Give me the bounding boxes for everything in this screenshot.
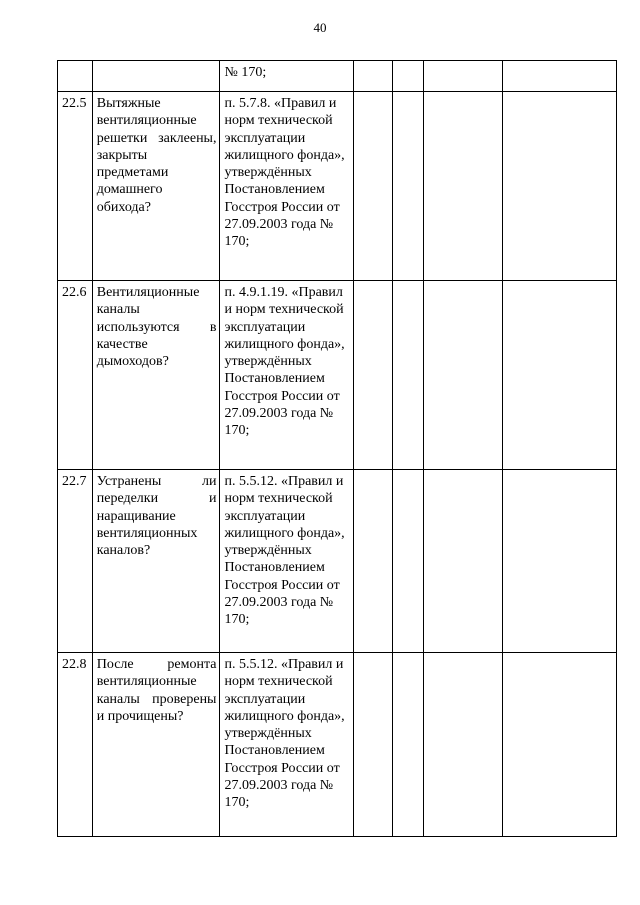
not-applicable-cell[interactable] [423, 653, 502, 837]
notes-cell[interactable] [502, 61, 617, 92]
answer-yes-cell[interactable] [354, 92, 393, 281]
question-cell: После ремонта вентиляционные каналы проверены и прочищены? [92, 653, 220, 837]
answer-no-cell[interactable] [393, 281, 424, 470]
notes-cell[interactable] [502, 281, 617, 470]
notes-cell[interactable] [502, 92, 617, 281]
question-cell: Вентиляционные каналы используются в качестве дымоходов? [92, 281, 220, 470]
question-cell: Вытяжные вентиляционные решетки заклеены, закрыты предметами домашнего обихода? [92, 92, 220, 281]
question-cell: Устранены ли переделки и наращивание вентиляционных каналов? [92, 470, 220, 653]
answer-yes-cell[interactable] [354, 281, 393, 470]
not-applicable-cell[interactable] [423, 92, 502, 281]
answer-yes-cell[interactable] [354, 470, 393, 653]
notes-cell[interactable] [502, 653, 617, 837]
table-row [58, 92, 617, 281]
legal-reference-cell: п. 5.7.8. «Правил и норм технической эксплуатации жилищного фонда», утверждённых Постановлением Госстроя России от 27.09.2003 года № 170; [220, 92, 354, 281]
not-applicable-cell[interactable] [423, 281, 502, 470]
legal-reference-cell: № 170; [220, 61, 354, 92]
answer-no-cell[interactable] [393, 61, 424, 92]
notes-cell[interactable] [502, 470, 617, 653]
answer-no-cell[interactable] [393, 653, 424, 837]
not-applicable-cell[interactable] [423, 61, 502, 92]
item-number-cell: 22.7 [58, 470, 93, 653]
answer-yes-cell[interactable] [354, 61, 393, 92]
table-row [58, 61, 617, 92]
not-applicable-cell[interactable] [423, 470, 502, 653]
legal-reference-cell: п. 5.5.12. «Правил и норм технической эксплуатации жилищного фонда», утверждённых Постановлением Госстроя России от 27.09.2003 года № 170; [220, 653, 354, 837]
item-number-cell: 22.6 [58, 281, 93, 470]
item-number-cell: 22.5 [58, 92, 93, 281]
answer-yes-cell[interactable] [354, 653, 393, 837]
item-number-cell: 22.8 [58, 653, 93, 837]
page-number: 40 [313, 20, 327, 35]
table-row [58, 653, 617, 837]
table-row [58, 281, 617, 470]
checklist-table [57, 60, 617, 837]
legal-reference-cell: п. 4.9.1.19. «Правил и норм технической эксплуатации жилищного фонда», утверждённых Постановлением Госстроя России от 27.09.2003 года № 170; [220, 281, 354, 470]
legal-reference-cell: п. 5.5.12. «Правил и норм технической эксплуатации жилищного фонда», утверждённых Постановлением Госстроя России от 27.09.2003 года № 170; [220, 470, 354, 653]
answer-no-cell[interactable] [393, 92, 424, 281]
table-row [58, 470, 617, 653]
item-number-cell [58, 61, 93, 92]
question-cell [92, 61, 220, 92]
answer-no-cell[interactable] [393, 470, 424, 653]
